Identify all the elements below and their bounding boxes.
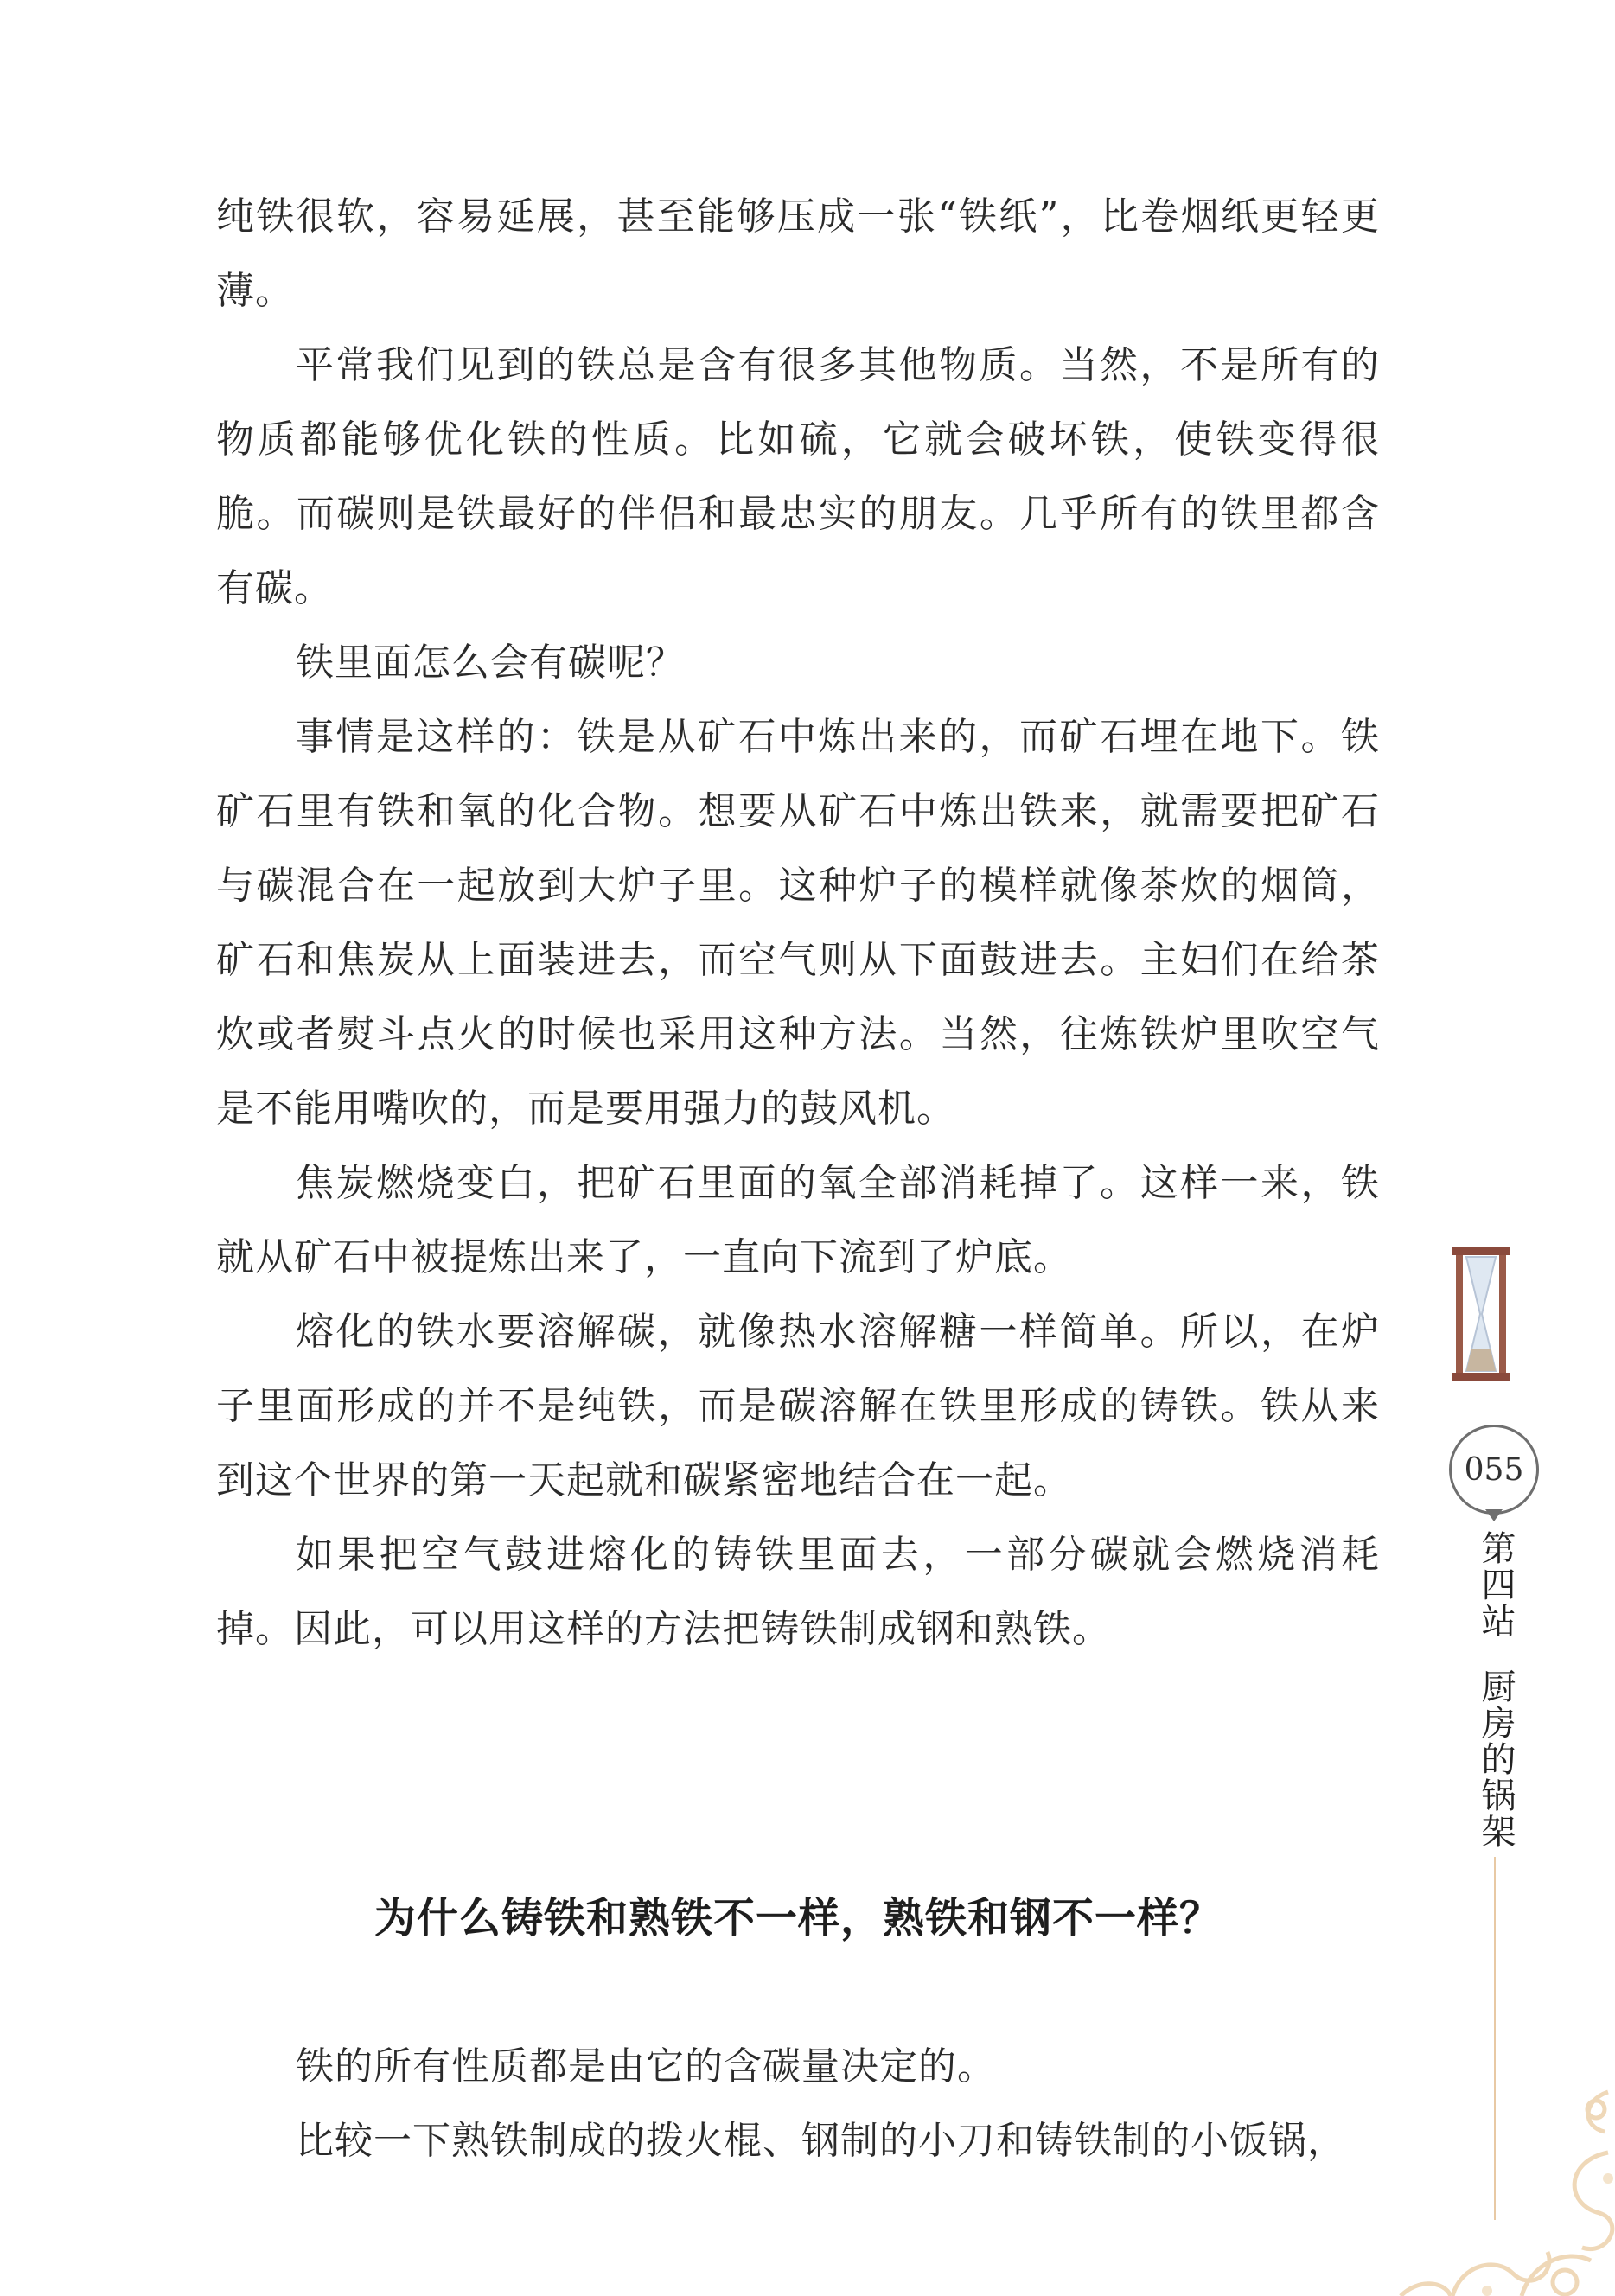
body-text <box>216 180 1380 1667</box>
paragraph: 事情是这样的：铁是从矿石中炼出来的，而矿石埋在地下。铁矿石里有铁和氧的化合物。想要从矿石中炼出铁来，就需要把矿石与碳混合在一起放到大炉子里。这种炉子的模样就像茶炊的烟筒，矿石和焦炭从上面装进去，而空气则从下面鼓进去。主妇们在给茶炊或者熨斗点火的时候也采用这种方法。当然，往炼铁炉里吹空气是不能用嘴吹的，而是要用强力的鼓风机。 <box>216 715 1380 1131</box>
chapter-label: 厨房的锅架 <box>1476 1668 1516 1850</box>
corner-ornament-icon <box>1349 2075 1615 2296</box>
paragraph: 焦炭燃烧变白，把矿石里面的氧全部消耗掉了。这样一来，铁就从矿石中被提炼出来了，一直向下流到了炉底。 <box>216 1161 1380 1279</box>
hourglass-icon <box>1451 1245 1511 1383</box>
paragraph: 如果把空气鼓进熔化的铸铁里面去，一部分碳就会燃烧消耗掉。因此，可以用这样的方法把铸铁制成钢和熟铁。 <box>216 1533 1380 1651</box>
paragraph: 平常我们见到的铁总是含有很多其他物质。当然，不是所有的物质都能够优化铁的性质。比如硫，它就会破坏铁，使铁变得很脆。而碳则是铁最好的伴侣和最忠实的朋友。几乎所有的铁里都含有碳。 <box>216 343 1380 610</box>
section-heading: 为什么铸铁和熟铁不一样，熟铁和钢不一样？ <box>373 1894 1222 1942</box>
paragraph: 纯铁很软，容易延展，甚至能够压成一张“铁纸”，比卷烟纸更轻更薄。 <box>216 195 1380 313</box>
paragraph: 铁里面怎么会有碳呢？ <box>296 641 685 685</box>
station-label: 第四站 <box>1476 1530 1516 1639</box>
page-number-badge: 055 <box>1449 1425 1539 1515</box>
paragraph: 熔化的铁水要溶解碳，就像热水溶解糖一样简单。所以，在炉子里面形成的并不是纯铁，而是碳溶解在铁里形成的铸铁。铁从来到这个世界的第一天起就和碳紧密地结合在一起。 <box>216 1310 1380 1502</box>
badge-pointer <box>1485 1509 1503 1521</box>
section-body-text <box>216 2030 1380 2178</box>
paragraph: 比较一下熟铁制成的拨火棍、钢制的小刀和铸铁制的小饭锅， <box>296 2119 1346 2163</box>
paragraph: 铁的所有性质都是由它的含碳量决定的。 <box>296 2044 996 2089</box>
